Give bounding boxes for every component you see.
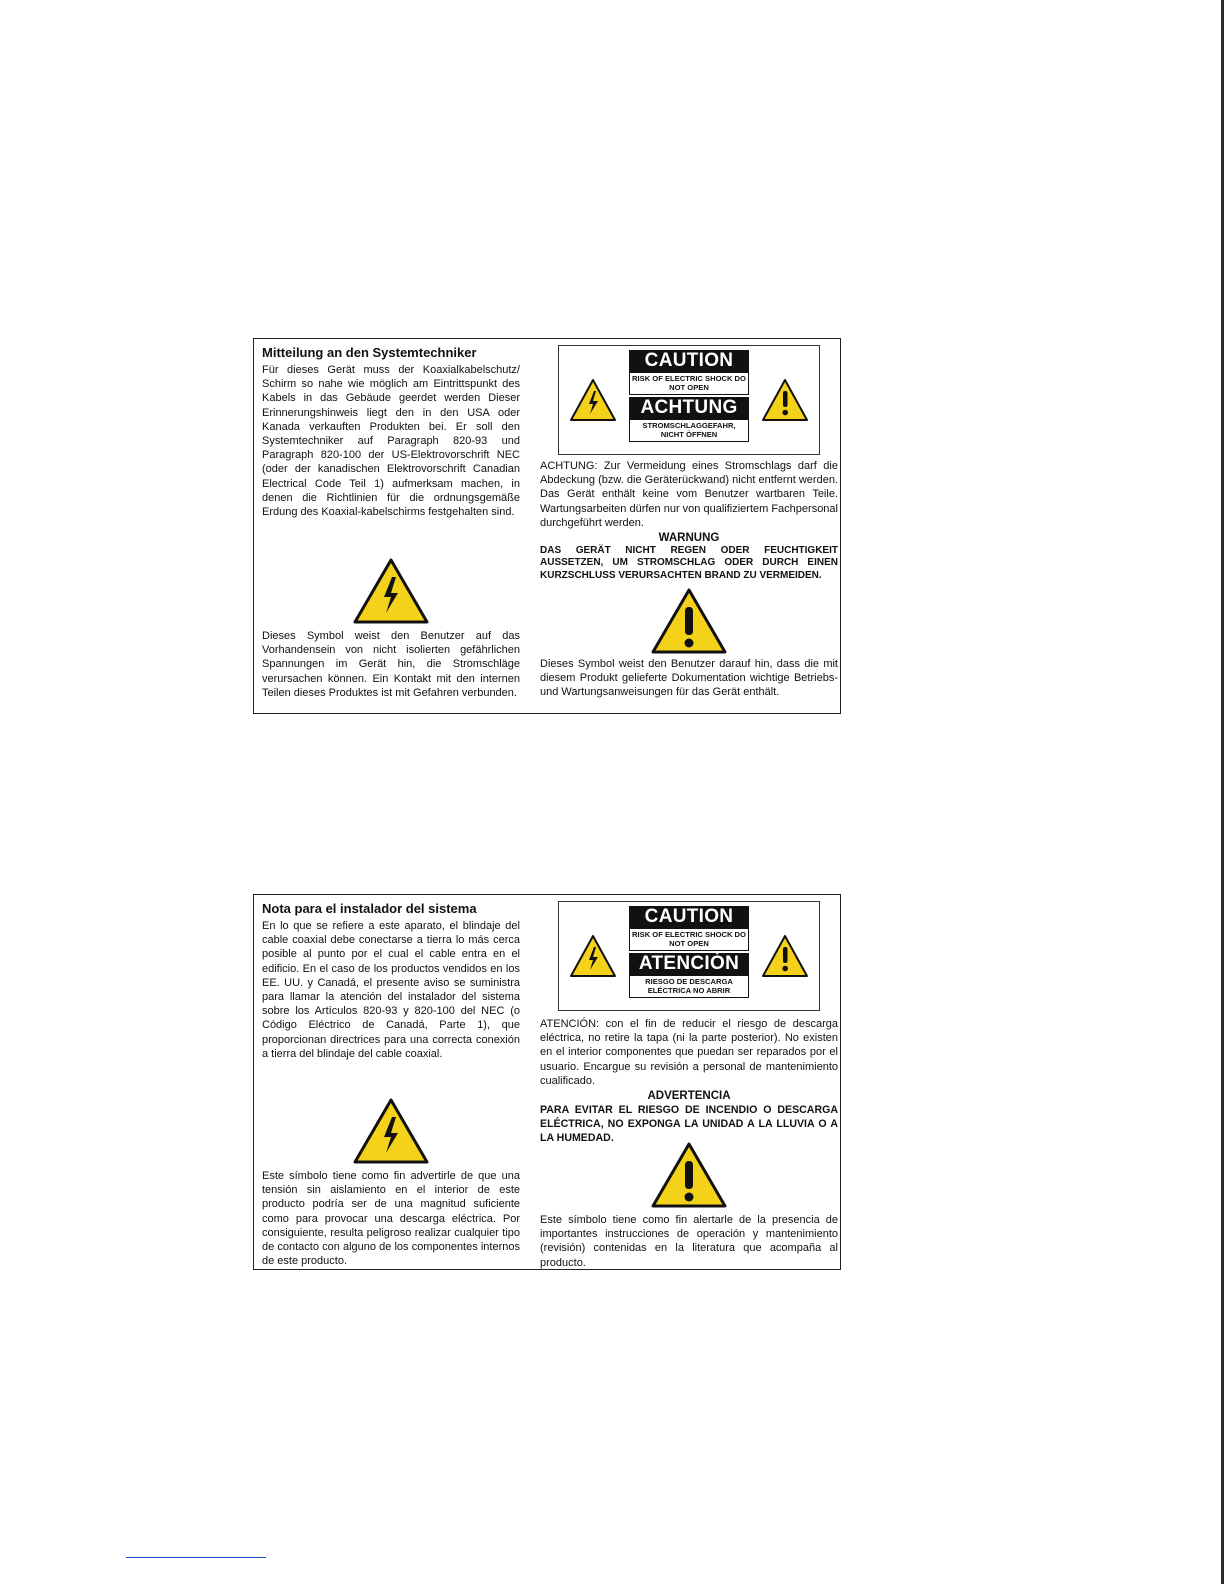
german-label-center — [629, 350, 749, 444]
electric-shock-icon — [569, 378, 617, 427]
electric-shock-icon — [262, 1097, 520, 1170]
spanish-safety-panel — [253, 894, 841, 1270]
achtung-sub-tag: STROMSCHLAGGEFAHR, NICHT ÖFFNEN — [629, 419, 749, 442]
spanish-shock-symbol-text: Este símbolo tiene como fin advertirle de que una tensión sin aislamiento en el interior de este producto podría ser de una magnitud suficiente como para provocar una descarga eléctrica. Por consiguiente, resulta peligroso realizar cualquier tipo de contacto con alguno de los componentes internos de este producto. — [262, 1170, 520, 1268]
spanish-heading: Nota para el instalador del sistema — [262, 901, 477, 916]
caution-sub-tag: RISK OF ELECTRIC SHOCK DO NOT OPEN — [629, 372, 749, 395]
atencion-sub-tag: RIESGO DE DESCARGA ELÉCTRICA NO ABRIR — [629, 975, 749, 998]
spanish-label-center — [629, 906, 749, 1000]
exclamation-warning-icon — [540, 1141, 838, 1214]
spanish-warning-block — [540, 1089, 838, 1145]
caution-sub-tag: RISK OF ELECTRIC SHOCK DO NOT OPEN — [629, 928, 749, 951]
exclamation-warning-icon — [761, 934, 809, 983]
exclamation-warning-icon — [761, 378, 809, 427]
spanish-warning-body: PARA EVITAR EL RIESGO DE INCENDIO O DESCARGA ELÉCTRICA, NO EXPONGA LA UNIDAD A LA LLUVIA O A LA HUMEDAD. — [540, 1104, 838, 1144]
spanish-caution-label — [558, 901, 820, 1011]
atencion-tag: ATENCIÓN — [629, 953, 749, 975]
electric-shock-icon — [569, 934, 617, 983]
german-warning-body: DAS GERÄT NICHT REGEN ODER FEUCHTIGKEIT AUSSETZEN, UM STROMSCHLAG ODER DURCH EINEN KURZSCHLUSS VERURSACHTEN BRAND ZU VERMEIDEN. — [540, 545, 838, 581]
german-caution-label — [558, 345, 820, 455]
german-warning-block — [540, 531, 838, 582]
german-heading: Mitteilung an den Systemtechniker — [262, 345, 477, 360]
spanish-caution-text: ATENCIÓN: con el fin de reducir el riesgo de descarga eléctrica, no retire la tapa (ni la parte posterior). No existen en el interior componentes que puedan ser reparados por el usuario. Encargue su revisión a personal de mantenimiento cualificado. — [540, 1018, 838, 1087]
caution-tag: CAUTION — [629, 350, 749, 372]
german-shock-symbol-text: Dieses Symbol weist den Benutzer auf das Vorhandensein von nicht isolierten gefährlichen Spannungen im Gerät hin, die Stromschläge verursachen können. Ein Kontakt mit den internen Teilen dieses Produktes ist mit Gefahren verbunden. — [262, 630, 520, 699]
spanish-exclamation-symbol-text: Este símbolo tiene como fin alertarle de la presencia de importantes instrucciones de operación y mantenimiento (revisión) contenidas en la literatura que acompaña al producto. — [540, 1214, 838, 1269]
spanish-warning-title: ADVERTENCIA — [647, 1090, 731, 1102]
electric-shock-icon — [262, 557, 520, 630]
caution-tag: CAUTION — [629, 906, 749, 928]
spanish-left-column — [262, 901, 520, 1268]
german-left-column — [262, 345, 520, 699]
german-intro-text: Für dieses Gerät muss der Koaxialkabelschutz/ Schirm so nahe wie möglich am Eintrittspunkt des Kabels in das Gebäude geerdet werden Dieser Erinnerungshinweis liegt den in den USA oder Kanada verkauften Produkten bei. Er soll den Systemtechniker auf Paragraph 820-93 und Paragraph 820-100 der US-Elektrovorschrift NEC (oder der kanadischen Elektrovorschrift Canadian Electrical Code Teil 1) aufmerksam machen, in denen die Richtlinien für die ordnungsgemäße Erdung des Koaxial-kabelschirms festgehalten sind. — [262, 364, 520, 519]
achtung-tag: ACHTUNG — [629, 397, 749, 419]
german-safety-panel — [253, 338, 841, 714]
german-caution-text: ACHTUNG: Zur Vermeidung eines Stromschlags darf die Abdeckung (bzw. die Geräterückwand) nicht entfernt werden. Das Gerät enthält keine vom Benutzer wartbaren Teile. Wartungsarbeiten dürfen nur von qualifiziertem Fachpersonal durchgeführt werden. — [540, 460, 838, 529]
german-exclamation-symbol-text: Dieses Symbol weist den Benutzer darauf hin, dass die mit diesem Produkt gelieferte Dokumentation wichtige Betriebs- und Wartungsanweisungen für das Gerät enthält. — [540, 658, 838, 699]
german-warning-title: WARNUNG — [658, 532, 720, 544]
footnote-separator-line — [126, 1557, 266, 1558]
exclamation-warning-icon — [540, 587, 838, 660]
spanish-intro-text: En lo que se refiere a este aparato, el blindaje del cable coaxial debe conectarse a tierra lo más cerca posible al punto por el cual el cable entra en el edificio. En el caso de los productos vendidos en los EE. UU. y Canadá, el presente aviso se suministra para llamar la atención del instalador del sistema sobre los Artículos 820-93 y 820-100 del NEC (o Código Eléctrico de Canadá, Parte 1), que proporcionan directrices para una correcta conexión a tierra del blindaje del cable coaxial. — [262, 920, 520, 1060]
